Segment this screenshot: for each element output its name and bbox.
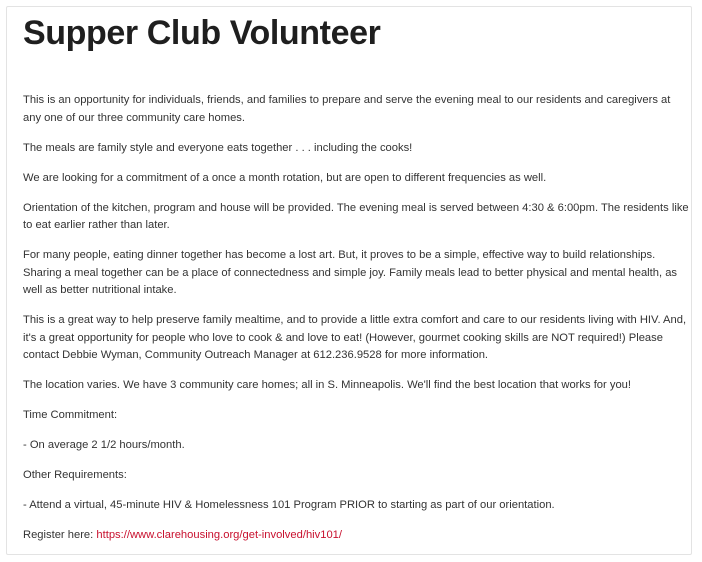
paragraph-preserve-mealtime: This is a great way to help preserve family mealtime, and to provide a little extra comfort and care to our residents living with HIV. And, it's a great opportunity for people who love to cook & and love to eat! (However, gourmet cooking skills are NOT required!) Please contact Debbie Wyman, Community Outreach Manager at 612.236.9528 for more information.	[23, 314, 687, 361]
other-requirements-label: Other Requirements:	[23, 469, 127, 481]
paragraph-family-style: The meals are family style and everyone eats together . . . including the cooks!	[23, 141, 413, 154]
paragraph-location: The location varies. We have 3 community care homes; all in S. Minneapolis. We'll find the best location that works for you!	[23, 379, 631, 391]
paragraph-commitment: We are looking for a commitment of a once a month rotation, but are open to different frequencies as well.	[23, 171, 547, 184]
other-requirements-item: - Attend a virtual, 45-minute HIV & Homelessness 101 Program PRIOR to starting as part of our orientation.	[23, 499, 555, 511]
register-link[interactable]: https://www.clarehousing.org/get-involved/hiv101/	[96, 529, 343, 541]
time-commitment-item: - On average 2 1/2 hours/month.	[23, 439, 185, 451]
content-card	[6, 6, 692, 555]
paragraph-orientation: Orientation of the kitchen, program and house will be provided. The evening meal is served between 4:30 & 6:00pm. The residents like to eat earlier rather than later.	[23, 201, 689, 231]
paragraph-opportunity: This is an opportunity for individuals, friends, and families to prepare and serve the evening meal to our residents and caregivers at any one of our three community care homes.	[23, 94, 671, 124]
time-commitment-label: Time Commitment:	[23, 409, 118, 421]
description-body	[23, 92, 689, 557]
page-title: Supper Club Volunteer	[23, 14, 381, 52]
register-line	[23, 527, 689, 545]
paragraph-dinner-together: For many people, eating dinner together has become a lost art. But, it proves to be a simple, effective way to build relationships. Sharing a meal together can be a place of connectedness and simple joy. Family meals lead to better physical and mental health, as well as better nutritional intake.	[23, 249, 678, 296]
register-prefix: Register here:	[23, 529, 97, 541]
